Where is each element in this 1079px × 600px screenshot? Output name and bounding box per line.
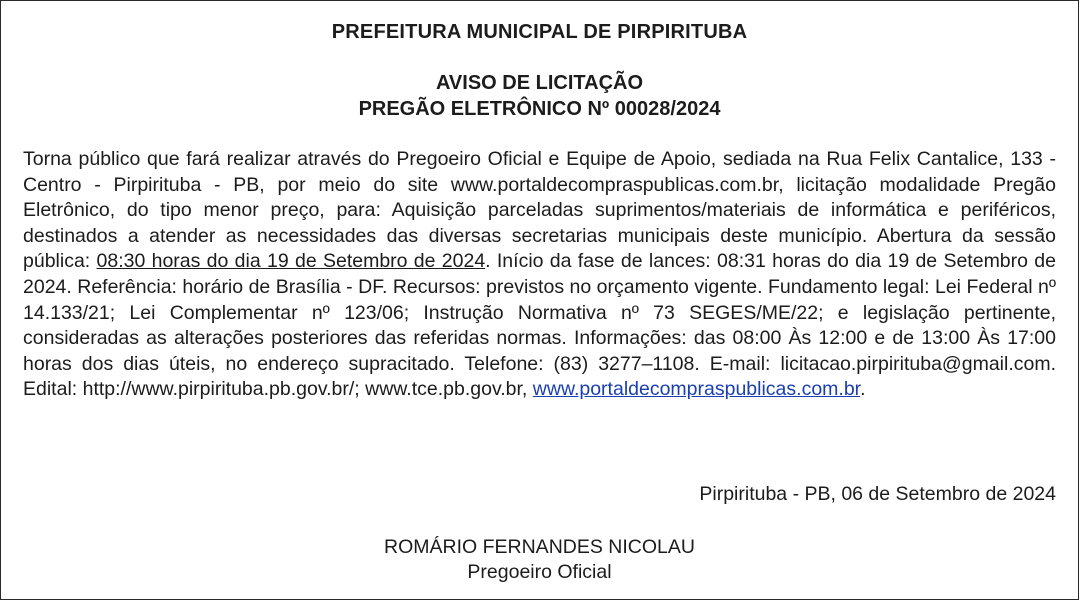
notice-body	[23, 147, 1056, 403]
body-text-part3: .	[860, 378, 866, 401]
opening-time: 08:30 horas do dia 19 de Setembro de 2024	[96, 250, 486, 273]
process-number: PREGÃO ELETRÔNICO Nº 00028/2024	[358, 98, 721, 120]
portal-link[interactable]: www.portaldecompraspublicas.com.br	[532, 378, 861, 401]
body-text-part1: Torna público que fará realizar através do Pregoeiro Oficial e Equipe de Apoio, sediada na Rua Felix Cantalice, 133 - Centro - Pirpirituba - PB, por meio do site www.portaldecompraspublicas.com.br, licitação modalidade Pregão Eletrônico, do tipo menor preço, para: Aquisição parceladas suprimentos/materiais de informática e periféricos, destinados a atender as necessidades das diversas secretarias municipais deste município. Abertura da sessão pública:	[23, 148, 1056, 273]
place-date: Pirpirituba - PB, 06 de Setembro de 2024	[699, 483, 1056, 505]
organization-name: PREFEITURA MUNICIPAL DE PIRPIRITUBA	[331, 21, 748, 43]
body-text-part2: . Início da fase de lances: 08:31 horas do dia 19 de Setembro de 2024. Referência: horário de Brasília - DF. Recursos: previstos no orçamento vigente. Fundamento legal: Lei Federal nº 14.133/21; Lei Complementar nº 123/06; Instrução Normativa nº 73 SEGES/ME/22; e legislação pertinente, consideradas as alterações posteriores das referidas normas. Informações: das 08:00 Às 12:00 e de 13:00 Às 17:00 horas dos dias úteis, no endereço supracitado. Telefone: (83) 3277–1108. E-mail: licitacao.pirpirituba@gmail.com. Edital: http://www.pirpirituba.pb.gov.br/; www.tce.pb.gov.br,	[23, 250, 1056, 401]
notice-title: AVISO DE LICITAÇÃO	[435, 72, 644, 94]
signer-name: ROMÁRIO FERNANDES NICOLAU	[384, 536, 695, 558]
signer-role: Pregoeiro Oficial	[467, 561, 612, 583]
